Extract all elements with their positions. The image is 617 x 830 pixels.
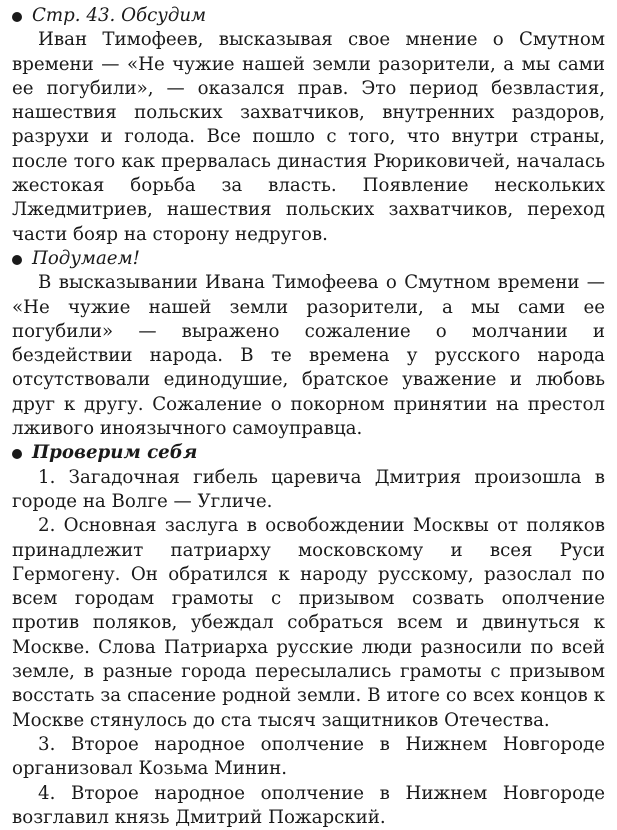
- bullet-icon: [12, 12, 22, 22]
- think-paragraph: В высказывании Ивана Тимофеева о Смутном времени — «Не чужие нашей земли разорители, а мы сами ее погубили» — выражено сожаление о молчании и бездействии народа. В те времена у русского народа отсутствовали единодушие, братское уважение и любовь друг к другу. Сожаление о покорном принятии на престол лживого иноязычного самоуправца.: [12, 271, 605, 441]
- bullet-icon: [12, 449, 22, 459]
- section-heading-discuss: Стр. 43. Обсудим: [12, 4, 605, 28]
- answer-item-2: 2. Основная заслуга в освобождении Москвы от поляков принадлежит патриарху московскому и всея Руси Гермогену. Он обратился к народу русскому, разослал по всем городам грамоты с призывом созвать ополчение против поляков, убеждал собраться всем и двинуться к Москве. Слова Патриарха русские люди разносили по всей земле, в разные города пересылались грамоты с призывом восстать за спасение родной земли. В итоге со всех концов к Москве стянулось до ста тысяч защитников Отечества.: [12, 514, 605, 733]
- discuss-paragraph: Иван Тимофеев, высказывая свое мнение о Смутном времени — «Не чужие нашей земли разорители, а мы сами ее погубили», — оказался прав. Это период безвластия, нашествия польских захватчиков, внутренних раздоров, разрухи и голода. Все пошло с того, что внутри страны, после того как прервалась династия Рюриковичей, началась жестокая борьба за власть. Появление нескольких Лжедмитриев, нашествия польских захватчиков, переход части бояр на сторону недругов.: [12, 28, 605, 247]
- answer-item-1: 1. Загадочная гибель царевича Дмитрия произошла в городе на Волге — Угличе.: [12, 466, 605, 515]
- bullet-icon: [12, 255, 22, 265]
- section-heading-check-yourself: Проверим себя: [12, 441, 605, 465]
- section-discuss: [12, 4, 605, 247]
- section-check-yourself: [12, 441, 605, 830]
- section-heading-think: Подумаем!: [12, 247, 605, 271]
- answer-item-4: 4. Второе народное ополчение в Нижнем Новгороде возглавил князь Дмитрий Пожарский.: [12, 782, 605, 830]
- section-think: [12, 247, 605, 441]
- answer-item-3: 3. Второе народное ополчение в Нижнем Новгороде организовал Козьма Минин.: [12, 733, 605, 782]
